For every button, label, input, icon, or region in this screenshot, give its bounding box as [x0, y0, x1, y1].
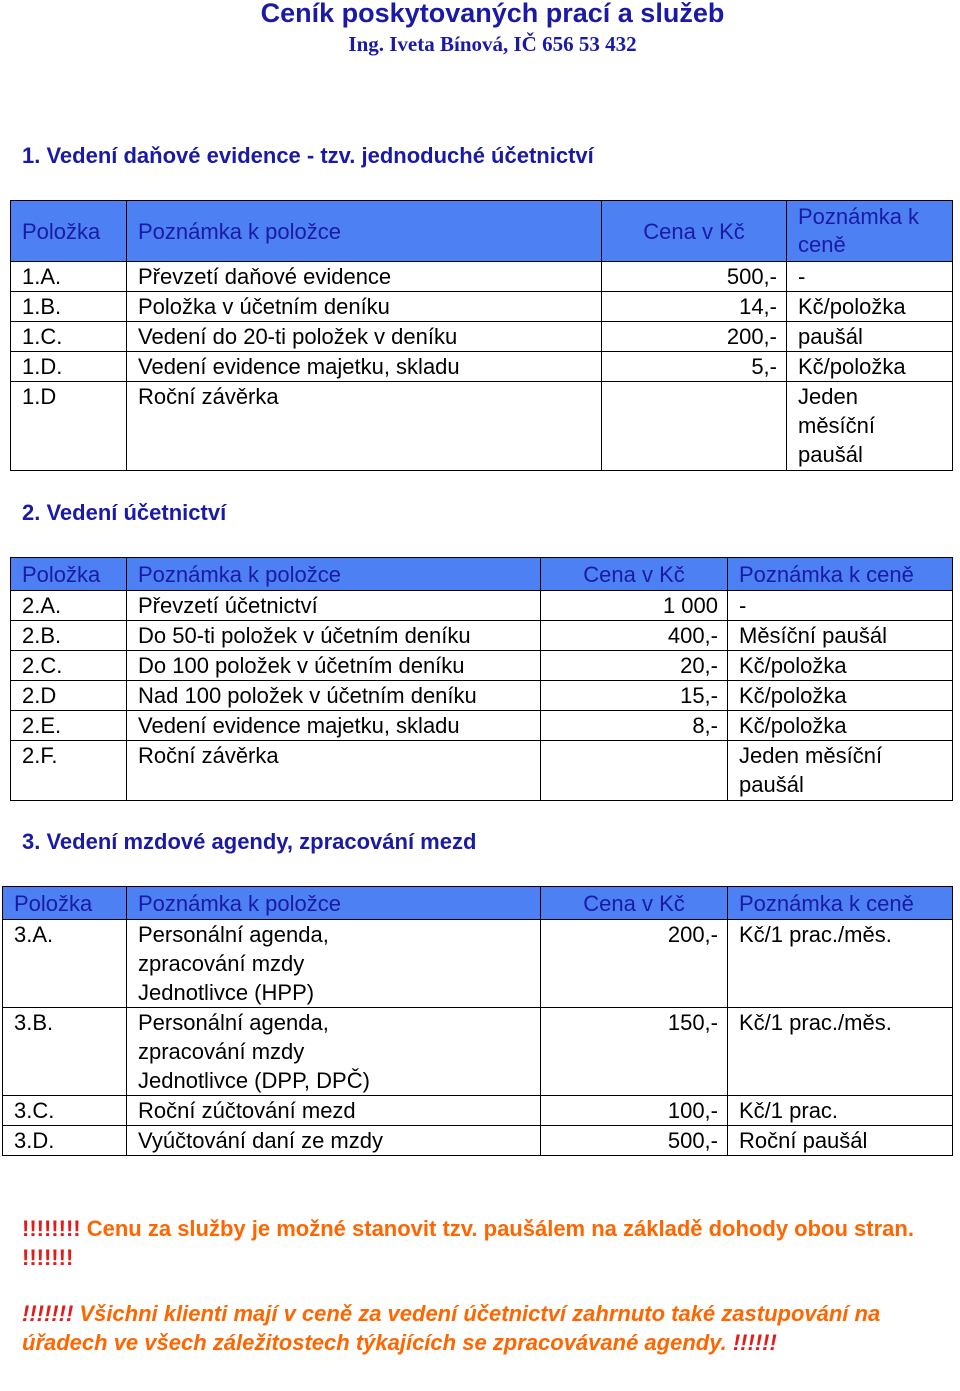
section-3-table	[2, 886, 953, 1156]
row-poznamka-cena: Kč/položka	[728, 681, 953, 711]
row-poznamka-cena: Jeden měsíční paušál	[787, 382, 953, 471]
col-header-poznamka: Poznámka k položce	[127, 201, 602, 262]
row-cena: 1 000	[541, 591, 728, 621]
table-row	[3, 920, 953, 1008]
row-polozka: 2.C.	[11, 651, 127, 681]
table-header-row	[11, 558, 953, 591]
row-polozka: 3.A.	[3, 920, 127, 1008]
table-row	[11, 292, 953, 322]
table-row	[11, 382, 953, 471]
row-cena: 14,-	[602, 292, 787, 322]
row-poznamka-cena: paušál	[787, 322, 953, 352]
table-row	[11, 741, 953, 801]
row-polozka: 2.F.	[11, 741, 127, 801]
note-zastupovani	[22, 1299, 952, 1357]
row-poznamka: Vedení evidence majetku, skladu	[127, 352, 602, 382]
section-3-heading: 3. Vedení mzdové agendy, zpracování mezd	[22, 829, 477, 854]
section-1-table	[10, 200, 953, 471]
table-row	[11, 322, 953, 352]
row-polozka: 1.B.	[11, 292, 127, 322]
section-1-heading: 1. Vedení daňové evidence - tzv. jednoduché účetnictví	[22, 143, 594, 168]
col-header-cena: Cena v Kč	[541, 887, 728, 920]
row-poznamka-cena: Měsíční paušál	[728, 621, 953, 651]
row-poznamka-line2: Jednotlivce (DPP, DPČ)	[138, 1068, 370, 1093]
col-header-poznamka-cena: Poznámka k ceně	[728, 558, 953, 591]
note-zastupovani-text: Všichni klienti mají v ceně za vedení účetnictví zahrnuto také zastupování na úřadech ve všech záležitostech týkajících se zpracovávané agendy.	[22, 1301, 881, 1355]
page-subtitle: Ing. Iveta Bínová, IČ 656 53 432	[348, 32, 637, 56]
row-poznamka-line1: Personální agenda, zpracování mzdy	[138, 1010, 329, 1064]
note-pausal-exclamation-prefix: !!!!!!!!	[22, 1216, 87, 1241]
row-poznamka-cena: Kč/1 prac./měs.	[728, 1008, 953, 1096]
col-header-poznamka-cena: Poznámka k ceně	[787, 201, 953, 262]
col-header-polozka: Položka	[11, 558, 127, 591]
row-polozka: 1.A.	[11, 262, 127, 292]
table-row	[11, 651, 953, 681]
row-cena: 15,-	[541, 681, 728, 711]
section-2-heading: 2. Vedení účetnictví	[22, 500, 227, 525]
row-cena: 150,-	[541, 1008, 728, 1096]
col-header-cena: Cena v Kč	[602, 201, 787, 262]
col-header-polozka: Položka	[3, 887, 127, 920]
row-polozka: 1.C.	[11, 322, 127, 352]
table-row	[3, 1096, 953, 1126]
row-cena: 5,-	[602, 352, 787, 382]
note-pausal-text: Cenu za služby je možné stanovit tzv. paušálem na základě dohody obou stran.	[86, 1216, 914, 1241]
col-header-cena: Cena v Kč	[541, 558, 728, 591]
row-poznamka-cena: Kč/položka	[787, 352, 953, 382]
row-poznamka-cena: Roční paušál	[728, 1126, 953, 1156]
row-polozka: 3.D.	[3, 1126, 127, 1156]
row-poznamka: Vedení do 20-ti položek v deníku	[127, 322, 602, 352]
row-poznamka-cena: Kč/1 prac./měs.	[728, 920, 953, 1008]
row-poznamka: Vyúčtování daní ze mzdy	[127, 1126, 541, 1156]
row-poznamka-cena: Jeden měsíční paušál	[728, 741, 953, 801]
row-poznamka: Do 50-ti položek v účetním deníku	[127, 621, 541, 651]
table-row	[11, 681, 953, 711]
table-row	[11, 262, 953, 292]
row-cena	[541, 741, 728, 801]
col-header-polozka: Položka	[11, 201, 127, 262]
page-title: Ceník poskytovaných prací a služeb	[260, 0, 725, 28]
row-poznamka: Vedení evidence majetku, skladu	[127, 711, 541, 741]
table-row	[11, 711, 953, 741]
row-polozka: 2.A.	[11, 591, 127, 621]
row-cena: 20,-	[541, 651, 728, 681]
table-row	[3, 1126, 953, 1156]
col-header-poznamka: Poznámka k položce	[127, 558, 541, 591]
row-poznamka: Položka v účetním deníku	[127, 292, 602, 322]
row-poznamka-cena: -	[728, 591, 953, 621]
row-cena: 8,-	[541, 711, 728, 741]
row-poznamka	[127, 1008, 541, 1096]
row-poznamka-cena: Kč/položka	[787, 292, 953, 322]
row-poznamka	[127, 920, 541, 1008]
row-poznamka-cena: Kč/položka	[728, 711, 953, 741]
table-row	[3, 1008, 953, 1096]
table-header-row	[11, 201, 953, 262]
row-polozka: 2.D	[11, 681, 127, 711]
col-header-poznamka: Poznámka k položce	[127, 887, 541, 920]
row-cena: 500,-	[602, 262, 787, 292]
table-row	[11, 621, 953, 651]
row-poznamka: Převzetí účetnictví	[127, 591, 541, 621]
table-header-row	[3, 887, 953, 920]
row-cena: 200,-	[602, 322, 787, 352]
table-row	[11, 591, 953, 621]
col-header-poznamka-cena: Poznámka k ceně	[728, 887, 953, 920]
row-polozka: 2.B.	[11, 621, 127, 651]
row-poznamka: Roční zúčtování mezd	[127, 1096, 541, 1126]
row-poznamka-line1: Personální agenda, zpracování mzdy	[138, 922, 329, 976]
row-polozka: 2.E.	[11, 711, 127, 741]
note-zastupovani-exclamation-suffix: !!!!!!	[732, 1330, 777, 1355]
row-poznamka: Do 100 položek v účetním deníku	[127, 651, 541, 681]
row-polozka: 3.B.	[3, 1008, 127, 1096]
note-pausal	[22, 1214, 952, 1272]
row-poznamka-cena: Kč/1 prac.	[728, 1096, 953, 1126]
row-poznamka-line2: Jednotlivce (HPP)	[138, 980, 315, 1005]
row-polozka: 3.C.	[3, 1096, 127, 1126]
row-poznamka: Roční závěrka	[127, 382, 602, 471]
table-row	[11, 352, 953, 382]
row-polozka: 1.D.	[11, 352, 127, 382]
note-pausal-exclamation-suffix: !!!!!!!	[22, 1245, 74, 1270]
row-cena: 500,-	[541, 1126, 728, 1156]
row-cena: 100,-	[541, 1096, 728, 1126]
row-cena: 400,-	[541, 621, 728, 651]
row-poznamka-cena: -	[787, 262, 953, 292]
row-cena	[602, 382, 787, 471]
row-cena: 200,-	[541, 920, 728, 1008]
row-poznamka: Nad 100 položek v účetním deníku	[127, 681, 541, 711]
note-zastupovani-exclamation-prefix: !!!!!!!	[22, 1301, 80, 1326]
section-2-table	[10, 557, 953, 801]
row-poznamka: Roční závěrka	[127, 741, 541, 801]
row-poznamka-cena: Kč/položka	[728, 651, 953, 681]
row-poznamka: Převzetí daňové evidence	[127, 262, 602, 292]
row-polozka: 1.D	[11, 382, 127, 471]
